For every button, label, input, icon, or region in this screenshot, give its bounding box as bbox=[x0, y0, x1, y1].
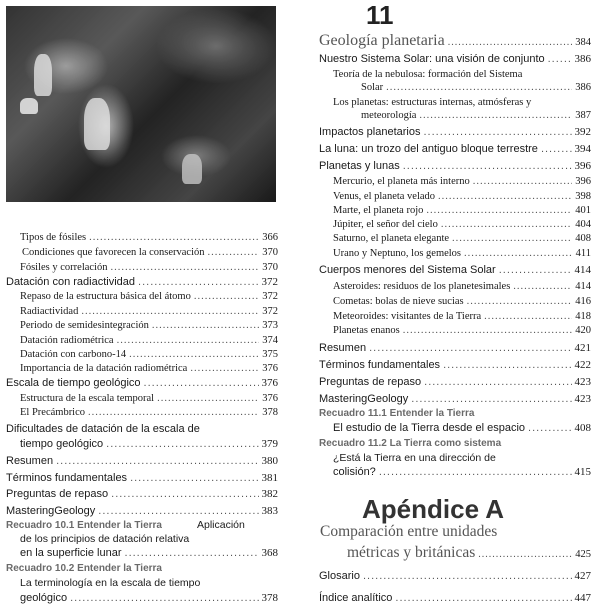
box-label-11-2: Recuadro 11.2 La Tierra como sistema bbox=[319, 438, 502, 449]
toc-entry[interactable]: tiempo geológico ..... 379 bbox=[20, 438, 278, 450]
toc-entry[interactable]: Saturno, el planeta elegante ..... 408 bbox=[333, 233, 591, 244]
toc-entry[interactable]: colisión? ..... 415 bbox=[333, 466, 591, 478]
toc-entry[interactable]: El Precámbrico ..... 378 bbox=[20, 407, 278, 418]
toc-entry[interactable]: Dificultades de datación de la escala de bbox=[6, 423, 200, 435]
toc-entry[interactable]: Venus, el planeta velado ..... 398 bbox=[333, 191, 591, 202]
toc-entry[interactable]: Preguntas de repaso ..... 423 bbox=[319, 376, 591, 388]
toc-entry[interactable]: Términos fundamentales ..... 381 bbox=[6, 472, 278, 484]
toc-entry[interactable]: Meteoroides: visitantes de la Tierra ..... 418 bbox=[333, 311, 591, 322]
box-text[interactable]: Aplicación bbox=[197, 519, 245, 531]
toc-entry[interactable]: meteorología ..... 387 bbox=[361, 110, 591, 121]
toc-entry[interactable]: El estudio de la Tierra desde el espacio ..... 408 bbox=[333, 422, 591, 434]
toc-entry[interactable]: Escala de tiempo geológico ..... 376 bbox=[6, 377, 278, 389]
toc-entry[interactable]: Importancia de la datación radiométrica ..... 376 bbox=[20, 363, 278, 374]
toc-entry[interactable]: Asteroides: residuos de los planetesimales ..... 414 bbox=[333, 281, 591, 292]
toc-entry[interactable]: Impactos planetarios ..... 392 bbox=[319, 126, 591, 138]
toc-entry[interactable]: Fósiles y correlación ..... 370 bbox=[20, 262, 278, 273]
toc-entry[interactable]: Estructura de la escala temporal ..... 376 bbox=[20, 393, 278, 404]
chapter-number: 11 bbox=[366, 0, 394, 30]
box-label-10-1: Recuadro 10.1 Entender la Tierra bbox=[6, 520, 162, 531]
box-label-10-2: Recuadro 10.2 Entender la Tierra bbox=[6, 563, 162, 574]
toc-entry[interactable]: Radiactividad ..... 372 bbox=[20, 306, 278, 317]
toc-entry[interactable]: Cuerpos menores del Sistema Solar ..... 414 bbox=[319, 264, 591, 276]
chapter-photo bbox=[6, 6, 276, 202]
toc-entry[interactable]: Glosario ..... 427 bbox=[319, 570, 591, 582]
box-text[interactable]: ¿Está la Tierra en una dirección de bbox=[333, 452, 496, 464]
toc-entry[interactable]: MasteringGeology ..... 423 bbox=[319, 393, 591, 405]
toc-entry[interactable]: Tipos de fósiles ..... 366 bbox=[20, 232, 278, 243]
toc-entry[interactable]: Repaso de la estructura básica del átomo ..... 372 bbox=[20, 291, 278, 302]
appendix-title: Apéndice A bbox=[362, 494, 505, 524]
appendix-subtitle: Comparación entre unidades bbox=[320, 523, 498, 540]
chapter-title[interactable]: Geología planetaria ..... 384 bbox=[319, 32, 591, 50]
toc-entry[interactable]: Solar ..... 386 bbox=[361, 82, 591, 93]
toc-entry[interactable]: Condiciones que favorecen la conservación ..... 370 bbox=[20, 247, 278, 258]
toc-entry[interactable]: Resumen ..... 421 bbox=[319, 342, 591, 354]
toc-entry[interactable]: Periodo de semidesintegración ..... 373 bbox=[20, 320, 278, 331]
toc-entry[interactable]: Datación con carbono-14 ..... 375 bbox=[20, 349, 278, 360]
toc-entry[interactable]: MasteringGeology ..... 383 bbox=[6, 505, 278, 517]
toc-entry[interactable]: Júpiter, el señor del cielo ..... 404 bbox=[333, 219, 591, 230]
toc-entry[interactable]: Teoría de la nebulosa: formación del Sistema bbox=[333, 69, 523, 80]
toc-entry[interactable]: Datación radiométrica ..... 374 bbox=[20, 335, 278, 346]
toc-entry[interactable]: Nuestro Sistema Solar: una visión de conjunto ..... 386 bbox=[319, 53, 591, 65]
box-text[interactable]: de los principios de datación relativa bbox=[20, 533, 190, 545]
toc-entry[interactable]: Resumen ..... 380 bbox=[6, 455, 278, 467]
toc-entry[interactable]: Planetas enanos ..... 420 bbox=[333, 325, 591, 336]
toc-entry[interactable]: geológico ..... 378 bbox=[20, 592, 278, 604]
toc-entry[interactable]: Cometas: bolas de nieve sucias ..... 416 bbox=[333, 296, 591, 307]
toc-entry[interactable]: Índice analítico ..... 447 bbox=[319, 592, 591, 604]
toc-entry[interactable]: en la superficie lunar ..... 368 bbox=[20, 547, 278, 559]
toc-entry[interactable]: La luna: un trozo del antiguo bloque terrestre ..... 394 bbox=[319, 143, 591, 155]
toc-entry[interactable]: Términos fundamentales ..... 422 bbox=[319, 359, 591, 371]
appendix-subtitle-entry[interactable]: métricas y británicas ..... 425 bbox=[347, 544, 591, 562]
toc-entry[interactable]: Datación con radiactividad ..... 372 bbox=[6, 276, 278, 288]
box-text[interactable]: La terminología en la escala de tiempo bbox=[20, 577, 201, 589]
toc-entry[interactable]: Preguntas de repaso ..... 382 bbox=[6, 488, 278, 500]
box-label-11-1: Recuadro 11.1 Entender la Tierra bbox=[319, 408, 475, 419]
toc-entry[interactable]: Marte, el planeta rojo ..... 401 bbox=[333, 205, 591, 216]
toc-entry[interactable]: Planetas y lunas ..... 396 bbox=[319, 160, 591, 172]
toc-entry[interactable]: Urano y Neptuno, los gemelos ..... 411 bbox=[333, 248, 591, 259]
toc-entry[interactable]: Mercurio, el planeta más interno ..... 396 bbox=[333, 176, 591, 187]
toc-entry[interactable]: Los planetas: estructuras internas, atmósferas y bbox=[333, 97, 532, 108]
